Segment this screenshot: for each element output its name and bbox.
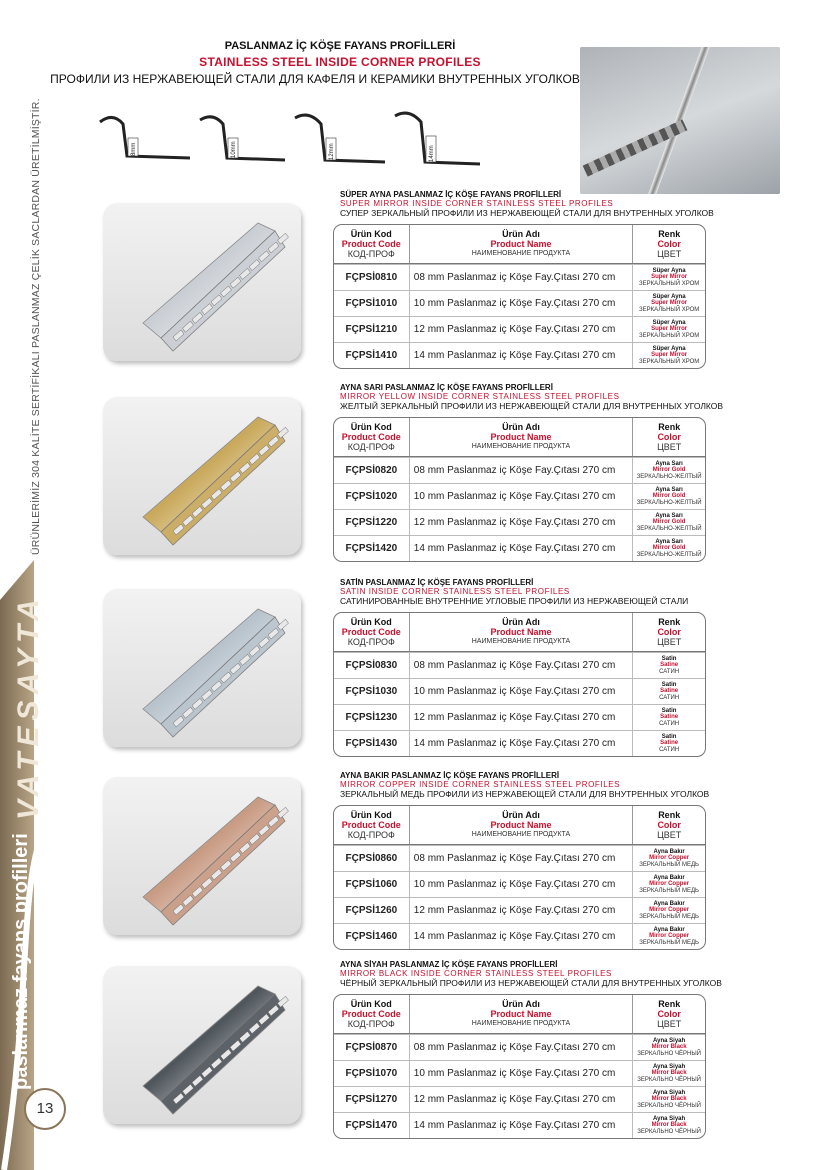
profile-cross-sections — [95, 108, 485, 168]
product-image — [103, 777, 301, 935]
product-code: FÇPSİ0820 — [334, 458, 410, 483]
product-name: 08 mm Paslanmaz iç Köşe Fay.Çıtası 270 cm — [410, 458, 633, 483]
code-column-header: Ürün Kod Product Code КОД-ПРОФ — [334, 806, 410, 844]
table-header — [334, 995, 705, 1034]
color-column-header: Renk Color ЦВЕТ — [657, 999, 682, 1029]
table-header — [334, 613, 705, 652]
product-name: 10 mm Paslanmaz iç Köşe Fay.Çıtası 270 cm — [410, 872, 633, 897]
product-name: 12 mm Paslanmaz iç Köşe Fay.Çıtası 270 cm — [410, 705, 633, 730]
table-row — [334, 1112, 705, 1138]
product-name: 12 mm Paslanmaz iç Köşe Fay.Çıtası 270 cm — [410, 317, 633, 342]
category-label: paslanmaz fayans profilleri — [10, 833, 32, 1090]
product-name: 08 mm Paslanmaz iç Köşe Fay.Çıtası 270 cm — [410, 265, 633, 290]
page-title-ru: ПРОФИЛИ ИЗ НЕРЖАВЕЮЩЕЙ СТАЛИ ДЛЯ КАФЕЛЯ И КЕРАМИКИ ВНУТРЕННЫХ УГОЛКОВ — [50, 72, 580, 86]
page-title-en: STAINLESS STEEL INSIDE CORNER PROFILES — [199, 55, 481, 69]
table-row — [334, 483, 705, 509]
section-title-en: SATIN INSIDE CORNER STAINLESS STEEL PROFILES — [340, 587, 570, 596]
product-name: 14 mm Paslanmaz iç Köşe Fay.Çıtası 270 cm — [410, 1113, 633, 1138]
product-color: Süper Ayna Super Mirror ЗЕРКАЛЬНЫЙ ХРОМ — [638, 267, 700, 287]
name-column-header: Ürün Adı Product Name НАИМЕНОВАНИЕ ПРОДУКТА — [410, 613, 634, 651]
product-color: Satin Satine САТИН — [659, 681, 680, 701]
code-column-header: Ürün Kod Product Code КОД-ПРОФ — [334, 418, 410, 456]
color-column-header: Renk Color ЦВЕТ — [657, 617, 682, 647]
code-column-header: Ürün Kod Product Code КОД-ПРОФ — [334, 995, 410, 1033]
product-color: Ayna Sarı Mirror Gold ЗЕРКАЛЬНО-ЖЕЛТЫЙ — [636, 486, 702, 506]
product-color: Ayna Sarı Mirror Gold ЗЕРКАЛЬНО-ЖЕЛТЫЙ — [636, 538, 702, 558]
section-title-tr: AYNA SİYAH PASLANMAZ İÇ KÖŞE FAYANS PROFİLLERİ — [340, 960, 558, 969]
table-row — [334, 457, 705, 483]
section-title-en: SUPER MIRROR INSIDE CORNER STAINLESS STEEL PROFILES — [340, 199, 614, 208]
product-code: FÇPSİ1430 — [334, 731, 410, 756]
table-row — [334, 535, 705, 561]
table-header — [334, 225, 705, 264]
section-title-ru: САТИНИРОВАННЫЕ ВНУТРЕННИЕ УГЛОВЫЕ ПРОФИЛИ ИЗ НЕРЖАВЕЮЩЕЙ СТАЛИ — [340, 596, 689, 606]
certificate-note: ÜRÜNLERİMİZ 304 KALİTE SERTİFİKALI PASLANMAZ ÇELİK SACLARDAN ÜRETİLMİŞTİR. — [30, 98, 42, 555]
table-row — [334, 845, 705, 871]
name-column-header: Ürün Adı Product Name НАИМЕНОВАНИЕ ПРОДУКТА — [410, 806, 634, 844]
product-name: 14 mm Paslanmaz iç Köşe Fay.Çıtası 270 cm — [410, 343, 633, 368]
profile-strip-image — [103, 203, 301, 361]
product-color: Satin Satine САТИН — [659, 655, 680, 675]
table-row — [334, 1086, 705, 1112]
table-row — [334, 871, 705, 897]
product-code: FÇPSİ1020 — [334, 484, 410, 509]
name-column-header: Ürün Adı Product Name НАИМЕНОВАНИЕ ПРОДУКТА — [410, 225, 634, 263]
product-name: 12 mm Paslanmaz iç Köşe Fay.Çıtası 270 cm — [410, 510, 633, 535]
color-column-header: Renk Color ЦВЕТ — [657, 422, 682, 452]
product-color: Satin Satine САТИН — [659, 707, 680, 727]
product-color: Ayna Bakır Mirror Copper ЗЕРКАЛЬНЫЙ МЕДЬ — [639, 926, 699, 946]
section-title-tr: SATİN PASLANMAZ İÇ KÖŞE FAYANS PROFİLLERİ — [340, 578, 534, 587]
product-color: Ayna Sarı Mirror Gold ЗЕРКАЛЬНО-ЖЕЛТЫЙ — [636, 512, 702, 532]
size-label: 10mm — [231, 141, 237, 158]
product-code: FÇPSİ1220 — [334, 510, 410, 535]
table-row — [334, 704, 705, 730]
product-table — [333, 994, 706, 1139]
table-row — [334, 1034, 705, 1060]
table-row — [334, 923, 705, 949]
section-title-tr: AYNA SARI PASLANMAZ İÇ KÖŞE FAYANS PROFİLLERİ — [340, 383, 553, 392]
product-code: FÇPSİ1030 — [334, 679, 410, 704]
product-code: FÇPSİ1230 — [334, 705, 410, 730]
section-title-ru: СУПЕР ЗЕРКАЛЬНЫЙ ПРОФИЛИ ИЗ НЕРЖАВЕЮЩЕЙ СТАЛИ ДЛЯ ВНУТРЕННЫХ УГОЛКОВ — [340, 208, 714, 218]
product-code: FÇPSİ1210 — [334, 317, 410, 342]
product-name: 14 mm Paslanmaz iç Köşe Fay.Çıtası 270 cm — [410, 536, 633, 561]
section-title-ru: ЧЁРНЫЙ ЗЕРКАЛЬНЫЙ ПРОФИЛИ ИЗ НЕРЖАВЕЮЩЕЙ СТАЛИ ДЛЯ ВНУТРЕННЫХ УГОЛКОВ — [340, 978, 722, 988]
size-label: 12mm — [329, 143, 335, 160]
product-color: Süper Ayna Super Mirror ЗЕРКАЛЬНЫЙ ХРОМ — [638, 345, 700, 365]
product-color: Ayna Sarı Mirror Gold ЗЕРКАЛЬНО-ЖЕЛТЫЙ — [636, 460, 702, 480]
product-color: Süper Ayna Super Mirror ЗЕРКАЛЬНЫЙ ХРОМ — [638, 293, 700, 313]
product-image — [103, 203, 301, 361]
product-name: 08 mm Paslanmaz iç Köşe Fay.Çıtası 270 cm — [410, 846, 633, 871]
table-row — [334, 652, 705, 678]
page-title-tr: PASLANMAZ İÇ KÖŞE FAYANS PROFİLLERİ — [224, 40, 456, 52]
color-column-header: Renk Color ЦВЕТ — [657, 810, 682, 840]
product-code: FÇPSİ0860 — [334, 846, 410, 871]
product-image — [103, 397, 301, 555]
product-table — [333, 805, 706, 950]
table-header — [334, 806, 705, 845]
product-code: FÇPSİ1010 — [334, 291, 410, 316]
section-title-ru: ЖЕЛТЫЙ ЗЕРКАЛЬНЫЙ ПРОФИЛИ ИЗ НЕРЖАВЕЮЩЕЙ СТАЛИ ДЛЯ ВНУТРЕННЫХ УГОЛКОВ — [340, 401, 724, 411]
product-image — [103, 589, 301, 747]
table-header — [334, 418, 705, 457]
table-row — [334, 730, 705, 756]
section-title-en: MIRROR COPPER INSIDE CORNER STAINLESS STEEL PROFILES — [340, 780, 621, 789]
size-label: 14mm — [429, 145, 435, 162]
name-column-header: Ürün Adı Product Name НАИМЕНОВАНИЕ ПРОДУКТА — [410, 418, 634, 456]
installation-photo — [580, 47, 780, 194]
code-column-header: Ürün Kod Product Code КОД-ПРОФ — [334, 225, 410, 263]
profile-strip-image — [103, 777, 301, 935]
section-title-tr: AYNA BAKIR PASLANMAZ İÇ KÖŞE FAYANS PROFİLLERİ — [340, 771, 560, 780]
product-code: FÇPSİ1470 — [334, 1113, 410, 1138]
product-code: FÇPSİ0810 — [334, 265, 410, 290]
product-code: FÇPSİ0830 — [334, 653, 410, 678]
product-color: Süper Ayna Super Mirror ЗЕРКАЛЬНЫЙ ХРОМ — [638, 319, 700, 339]
product-code: FÇPSİ1420 — [334, 536, 410, 561]
profile-strip-image — [103, 966, 301, 1124]
product-color: Ayna Siyah Mirror Black ЗЕРКАЛЬНО ЧЁРНЫЙ — [637, 1063, 701, 1083]
product-color: Ayna Siyah Mirror Black ЗЕРКАЛЬНО ЧЁРНЫЙ — [637, 1089, 701, 1109]
product-name: 10 mm Paslanmaz iç Köşe Fay.Çıtası 270 cm — [410, 1061, 633, 1086]
product-table — [333, 417, 706, 562]
product-color: Ayna Bakır Mirror Copper ЗЕРКАЛЬНЫЙ МЕДЬ — [639, 900, 699, 920]
code-column-header: Ürün Kod Product Code КОД-ПРОФ — [334, 613, 410, 651]
color-column-header: Renk Color ЦВЕТ — [657, 229, 682, 259]
profile-strip-image — [103, 397, 301, 555]
product-code: FÇPSİ1460 — [334, 924, 410, 949]
section-title-en: MIRROR BLACK INSIDE CORNER STAINLESS STEEL PROFILES — [340, 969, 612, 978]
section-title-tr: SÜPER AYNA PASLANMAZ İÇ KÖŞE FAYANS PROFİLLERİ — [340, 190, 562, 199]
product-color: Ayna Siyah Mirror Black ЗЕРКАЛЬНО ЧЁРНЫЙ — [637, 1037, 701, 1057]
product-code: FÇPSİ1410 — [334, 343, 410, 368]
size-label: 8mm — [131, 142, 137, 156]
product-color: Ayna Bakır Mirror Copper ЗЕРКАЛЬНЫЙ МЕДЬ — [639, 848, 699, 868]
product-image — [103, 966, 301, 1124]
name-column-header: Ürün Adı Product Name НАИМЕНОВАНИЕ ПРОДУКТА — [410, 995, 634, 1033]
product-code: FÇPSİ1260 — [334, 898, 410, 923]
product-name: 12 mm Paslanmaz iç Köşe Fay.Çıtası 270 cm — [410, 1087, 633, 1112]
table-row — [334, 316, 705, 342]
table-row — [334, 1060, 705, 1086]
page-number: 13 — [24, 1088, 66, 1130]
product-color: Satin Satine САТИН — [659, 733, 680, 753]
product-name: 08 mm Paslanmaz iç Köşe Fay.Çıtası 270 cm — [410, 1035, 633, 1060]
product-table — [333, 224, 706, 369]
product-name: 12 mm Paslanmaz iç Köşe Fay.Çıtası 270 cm — [410, 898, 633, 923]
table-row — [334, 342, 705, 368]
product-name: 10 mm Paslanmaz iç Köşe Fay.Çıtası 270 cm — [410, 291, 633, 316]
profile-strip-image — [103, 589, 301, 747]
product-color: Ayna Siyah Mirror Black ЗЕРКАЛЬНО ЧЁРНЫЙ — [637, 1115, 701, 1135]
product-table — [333, 612, 706, 757]
table-row — [334, 290, 705, 316]
table-row — [334, 678, 705, 704]
product-color: Ayna Bakır Mirror Copper ЗЕРКАЛЬНЫЙ МЕДЬ — [639, 874, 699, 894]
table-row — [334, 509, 705, 535]
section-title-ru: ЗЕРКАЛЬНЫЙ МЕДЬ ПРОФИЛИ ИЗ НЕРЖАВЕЮЩЕЙ СТАЛИ ДЛЯ ВНУТРЕННЫХ УГОЛКОВ — [340, 789, 710, 799]
product-code: FÇPSİ0870 — [334, 1035, 410, 1060]
product-name: 14 mm Paslanmaz iç Köşe Fay.Çıtası 270 cm — [410, 924, 633, 949]
product-name: 10 mm Paslanmaz iç Köşe Fay.Çıtası 270 cm — [410, 484, 633, 509]
table-row — [334, 264, 705, 290]
section-title-en: MIRROR YELLOW INSIDE CORNER STAINLESS STEEL PROFILES — [340, 392, 620, 401]
brand-logo: VATESAYTA — [12, 593, 45, 820]
product-code: FÇPSİ1060 — [334, 872, 410, 897]
table-row — [334, 897, 705, 923]
product-name: 10 mm Paslanmaz iç Köşe Fay.Çıtası 270 cm — [410, 679, 633, 704]
product-code: FÇPSİ1270 — [334, 1087, 410, 1112]
product-name: 14 mm Paslanmaz iç Köşe Fay.Çıtası 270 cm — [410, 731, 633, 756]
product-name: 08 mm Paslanmaz iç Köşe Fay.Çıtası 270 cm — [410, 653, 633, 678]
product-code: FÇPSİ1070 — [334, 1061, 410, 1086]
